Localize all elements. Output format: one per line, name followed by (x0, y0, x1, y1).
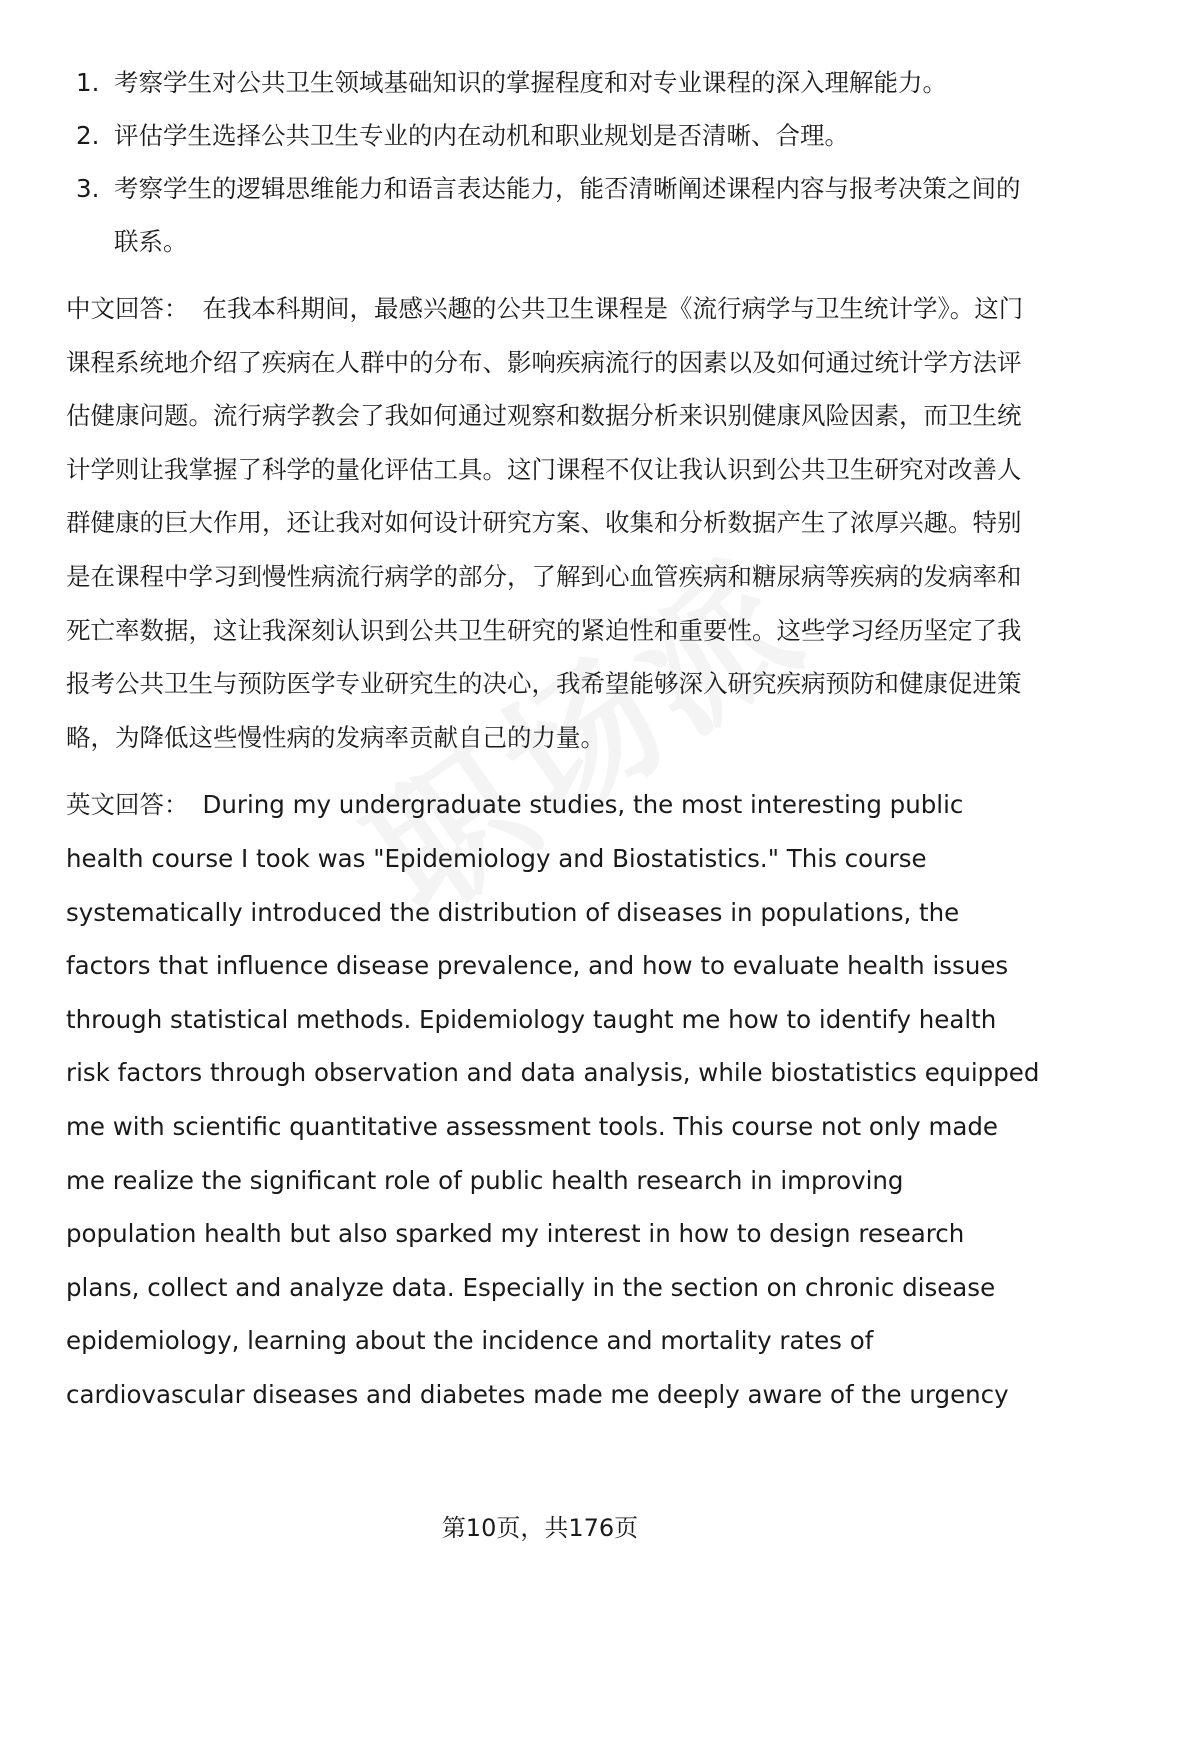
list-item-text: 考察学生的逻辑思维能力和语言表达能力，能否清晰阐述课程内容与报考决策之间的联系。 (114, 174, 1021, 256)
page-number: 第10页，共176页 (441, 1514, 639, 1542)
list-item-number: 1. (76, 68, 100, 97)
document-body (66, 56, 1041, 1421)
list-item-number: 2. (76, 121, 100, 150)
objectives-list (66, 56, 1041, 268)
list-item-number: 3. (76, 174, 100, 203)
list-item (66, 162, 1041, 268)
english-answer-label: 英文回答： (66, 790, 189, 820)
chinese-answer-text: 在我本科期间，最感兴趣的公共卫生课程是《流行病学与卫生统计学》。这门课程系统地介绍了疾病在人群中的分布、影响疾病流行的因素以及如何通过统计学方法评估健康问题。流行病学教会了我如何通过观察和数据分析来识别健康风险因素，而卫生统计学则让我掌握了科学的量化评估工具。这门课程不仅让我认识到公共卫生研究对改善人群健康的巨大作用，还让我对如何设计研究方案、收集和分析数据产生了浓厚兴趣。特别是在课程中学习到慢性病流行病学的部分，了解到心血管疾病和糖尿病等疾病的发病率和死亡率数据，这让我深刻认识到公共卫生研究的紧迫性和重要性。这些学习经历坚定了我报考公共卫生与预防医学专业研究生的决心，我希望能够深入研究疾病预防和健康促进策略，为降低这些慢性病的发病率贡献自己的力量。 (66, 294, 1024, 752)
list-item (66, 109, 1041, 162)
list-item (66, 56, 1041, 109)
list-item-text: 评估学生选择公共卫生专业的内在动机和职业规划是否清晰、合理。 (114, 121, 849, 150)
english-answer-text: During my undergraduate studies, the most interesting public health course I took was "Epidemiology and Biostatistics." This course systematically introduced the distribution of diseases in populations, the factors that influence disease prevalence, and how to evaluate health issues through statistical methods. Epidemiology taught me how to identify health risk factors through observation and data analysis, while biostatistics equipped me with scientific quantitative assessment tools. This course not only made me realize the significant role of public health research in improving population health but also sparked my interest in how to design research plans, collect and analyze data. Especially in the section on chronic disease epidemiology, learning about the incidence and mortality rates of cardiovascular diseases and diabetes made me deeply aware of the urgency (66, 790, 1040, 1409)
list-item-text: 考察学生对公共卫生领域基础知识的掌握程度和对专业课程的深入理解能力。 (114, 68, 947, 97)
chinese-answer-paragraph (66, 282, 1041, 764)
english-answer-paragraph (66, 778, 1041, 1421)
chinese-answer-label: 中文回答： (66, 294, 189, 323)
